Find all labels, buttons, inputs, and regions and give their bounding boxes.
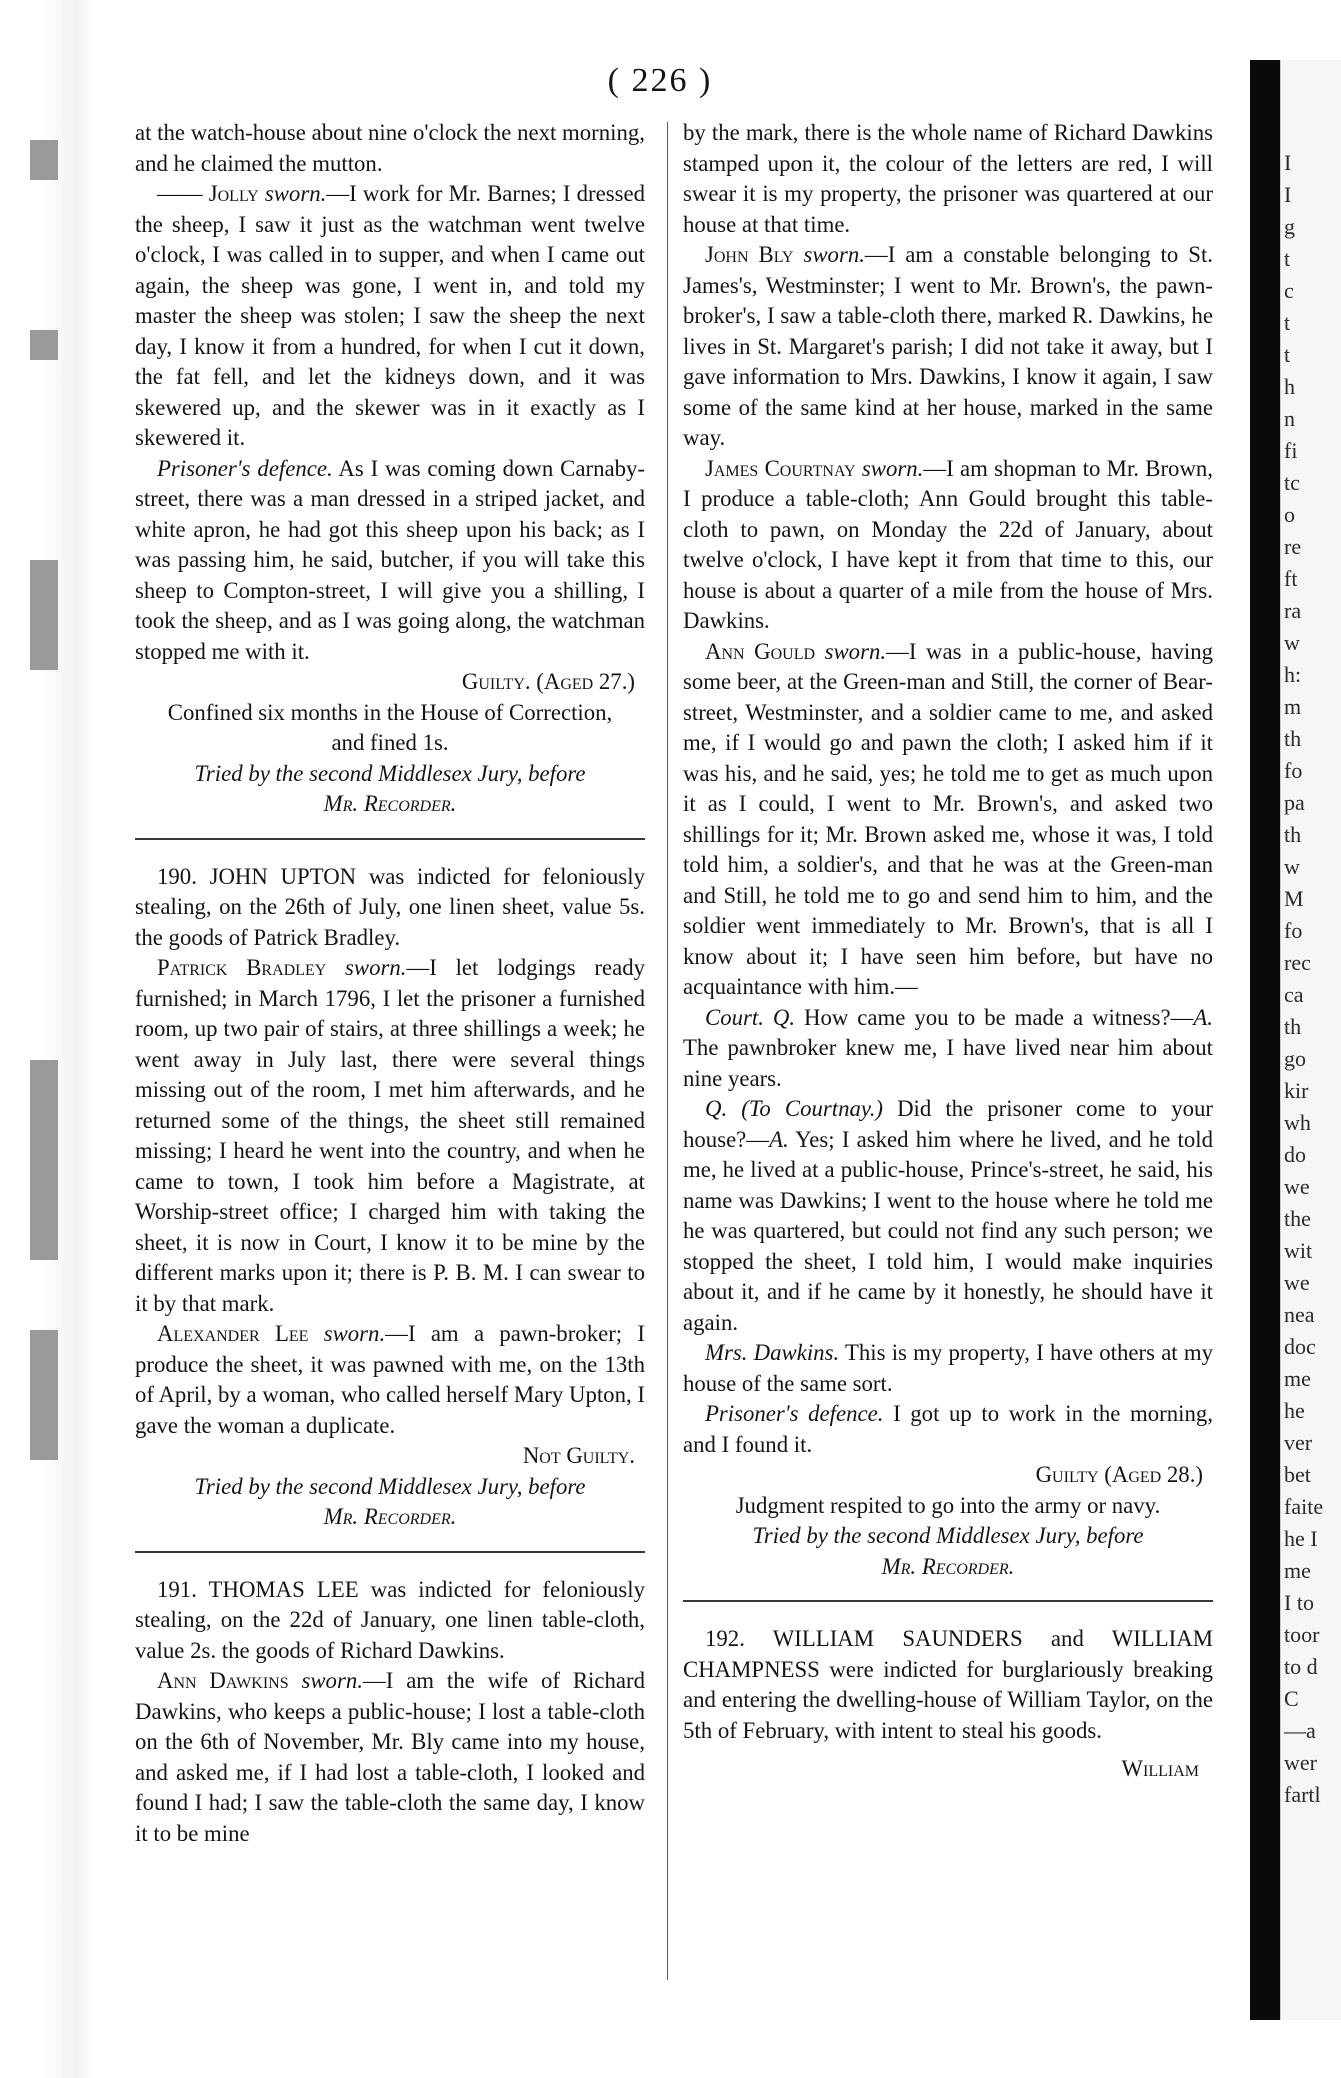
edge-fragment: fartl xyxy=(1284,1782,1321,1807)
left-column xyxy=(135,118,645,1849)
edge-fragment: we xyxy=(1284,1174,1310,1199)
defence-text: I got up to work in the morning, and I found it. xyxy=(683,1401,1213,1457)
court-question xyxy=(683,1094,1213,1338)
gutter-stain xyxy=(30,140,58,180)
judge: Mr. Recorder. xyxy=(881,1553,1015,1579)
tried-by: Tried by the second Middlesex Jury, before xyxy=(194,1473,586,1499)
question-text: How came you to be made a witness?— xyxy=(795,1004,1194,1030)
edge-fragment: wit xyxy=(1284,1238,1313,1263)
edge-fragment: doc xyxy=(1284,1334,1316,1359)
edge-fragment: fi xyxy=(1284,438,1298,463)
tried-by: Tried by the second Middlesex Jury, before xyxy=(752,1523,1144,1548)
sworn-label: sworn. xyxy=(301,1668,363,1693)
witness-name: Patrick Bradley xyxy=(157,955,327,980)
testimony-text: —I work for Mr. Barnes; I dressed the sheep, I saw it just as the watchman went twelve o'clock, I was called in to supper, and when I came out again, the sheep was gone, I went in, and told my master the sheep was stolen; I saw the sheep the next day, I know it from a hundred, for when I cut it down, the fat fell, and let the kidneys down, and it was skewered up, and the skewer was in it exactly as I skewered it. xyxy=(135,181,645,450)
column-divider xyxy=(667,122,668,1980)
testimony-text: —I am a pawn-broker; I produce the sheet, it was pawned with me, on the 13th of April, by a woman, who called herself Mary Upton, I gave the woman a duplicate. xyxy=(135,1321,645,1438)
testimony-lee xyxy=(135,1319,645,1441)
tried-by: Tried by the second Middlesex Jury, before xyxy=(194,760,586,786)
edge-fragment: the xyxy=(1284,1206,1311,1231)
edge-fragment: g xyxy=(1284,214,1295,239)
case-heading: 192. WILLIAM SAUNDERS and WILLIAM CHAMPNESS were indicted for burglariously breaking and entering the dwelling-house of William Taylor, on the 5th of February, with intent to steal his goods. xyxy=(683,1626,1213,1743)
catchword: William xyxy=(1121,1756,1199,1781)
edge-fragment: —a xyxy=(1284,1718,1316,1743)
binding-gutter xyxy=(0,0,95,2078)
edge-fragment: C xyxy=(1284,1686,1299,1711)
court-label: Court. xyxy=(705,1004,764,1030)
edge-fragment: th xyxy=(1284,726,1302,751)
answer-label: A. xyxy=(769,1126,789,1152)
edge-fragment: wer xyxy=(1284,1750,1317,1775)
speaker-label: Mrs. Dawkins. xyxy=(705,1340,840,1365)
edge-fragment: ra xyxy=(1284,598,1302,623)
testimony-text: —I was in a public-house, having some beer, at the Green-man and Still, the corner of Bear-street, Westminster, and a soldier came to me, and asked me, if I would go and pawn the cloth; I asked him if it was his, and he said, yes; he told me to get as much upon it as I could, I went to Mr. Brown's, and asked two shillings for it; Mr. Brown asked me, whose it was, I told told him, a soldier's, and that he was at the Green-man and Still, he told me to go and send him to him, and the soldier went immediately to Mr. Brown's, that is all I know about it; I have seen him before, but have no acquaintance with him.— xyxy=(683,638,1213,999)
edge-fragment: t xyxy=(1284,246,1291,271)
answer-text: The pawnbroker knew me, I have lived near him about nine years. xyxy=(683,1035,1213,1091)
edge-fragment: ft xyxy=(1284,566,1298,591)
edge-fragment: m xyxy=(1284,694,1302,719)
edge-fragment: wh xyxy=(1284,1110,1311,1135)
answer-text: Yes; I asked him where he lived, and he told me, he lived at a public-house, Prince's-street, he said, his name was Dawkins; I went to the house where he told me he was quartered, but could not find any such person; we stopped the sheet, I told him, I would make inquiries about it, and if he came by it honestly, he should have it again. xyxy=(683,1126,1213,1335)
testimony-bly xyxy=(683,240,1213,454)
paragraph: by the mark, there is the whole name of Richard Dawkins stamped upon it, the colour of the letters are red, I will swear it is my property, the prisoner was quartered at our house at that time. xyxy=(683,120,1213,237)
edge-fragment: I xyxy=(1284,182,1292,207)
prisoner-defence xyxy=(135,454,645,668)
edge-fragment: ver xyxy=(1284,1430,1313,1455)
verdict: Guilty. (Aged 27.) xyxy=(461,669,635,694)
edge-fragment: bet xyxy=(1284,1462,1311,1487)
page-edge-shadow xyxy=(1250,60,1280,2020)
edge-fragment: faite xyxy=(1284,1494,1324,1519)
addressee: (To Courtnay.) xyxy=(741,1096,884,1121)
sentence: and fined 1s. xyxy=(331,730,449,755)
testimony-text: —I am shopman to Mr. Brown, I produce a table-cloth; Ann Gould brought this table-cloth to pawn, on Monday the 22d of January, about twelve o'clock, I have kept it from that time to this, our house is about a quarter of a mile from the house of Mrs. Dawkins. xyxy=(683,455,1214,633)
sworn-label: sworn. xyxy=(345,955,407,980)
sworn-label: sworn. xyxy=(264,181,327,206)
case-heading: 190. JOHN UPTON was indicted for feloniously stealing, on the 26th of July, one linen sheet, value 5s. the goods of Patrick Bradley. xyxy=(135,863,645,950)
edge-fragment: tc xyxy=(1284,470,1300,495)
testimony-text: —I let lodgings ready furnished; in March 1796, I let the prisoner a furnished room, up two pair of stairs, at three shillings a week; he went away in July last, there were several things missing out of the room, I met him afterwards, and he returned some of the things, the sheet still remained missing; I heard he went into the country, and when he came to town, I took him before a Magistrate, at Worship-street office; I charged him with taking the sheet, it is now in Court, I know it to be mine by the different marks upon it; there is P. B. M. I can swear to it by that mark. xyxy=(135,955,645,1316)
paragraph: at the watch-house about nine o'clock the next morning, and he claimed the mutton. xyxy=(135,120,645,176)
sentence: Confined six months in the House of Correction, xyxy=(167,699,613,725)
edge-fragment: t xyxy=(1284,342,1291,367)
edge-fragment: o xyxy=(1284,502,1295,527)
witness-name: Ann Gould xyxy=(705,638,816,664)
edge-fragment: rec xyxy=(1284,950,1311,975)
testimony-gould xyxy=(683,637,1213,1003)
verdict: Guilty (Aged 28.) xyxy=(1035,1462,1203,1487)
judge: Mr. Recorder. xyxy=(323,1504,457,1529)
section-rule xyxy=(135,1551,645,1553)
witness-name: Alexander Lee xyxy=(157,1321,309,1346)
edge-fragment: me xyxy=(1284,1558,1311,1583)
sworn-label: sworn. xyxy=(803,242,865,267)
question-text: Did the prisoner come to your house?— xyxy=(683,1096,1213,1152)
edge-fragment: nea xyxy=(1284,1302,1315,1327)
edge-fragment: w xyxy=(1284,854,1300,879)
page-number: ( 226 ) xyxy=(607,62,713,99)
edge-fragment: fo xyxy=(1284,918,1303,943)
testimony-text: —I am a constable belonging to St. James's, Westminster; I went to Mr. Brown's, the pawn-broker's, I saw a table-cloth there, marked R. Dawkins, he lives in St. Margaret's parish; I did not take it away, but I gave information to Mrs. Dawkins, I know it again, I saw some of the same kind at her house, marked in the same way. xyxy=(683,242,1213,450)
testimony-jolly xyxy=(135,179,645,454)
court-question xyxy=(683,1003,1213,1095)
edge-fragment: do xyxy=(1284,1142,1306,1167)
prisoner-defence xyxy=(683,1399,1213,1460)
defence-text: As I was coming down Carnaby-street, there was a man dressed in a striped jacket, and white apron, he had got this sheep upon his back; as I was passing him, he said, butcher, if you will take this sheep to Compton-street, I will give you a shilling, I took the sheep, and as I was going along, the watchman stopped me with it. xyxy=(135,455,645,664)
statement-text: This is my property, I have others at my house of the same sort. xyxy=(683,1340,1213,1396)
edge-fragment: toor xyxy=(1284,1622,1320,1647)
edge-fragment: n xyxy=(1284,406,1295,431)
case-heading: 191. THOMAS LEE was indicted for feloniously stealing, on the 22d of January, one linen table-cloth, value 2s. the goods of Richard Dawkins. xyxy=(135,1576,645,1663)
edge-fragment: th xyxy=(1284,1014,1302,1039)
edge-fragment: re xyxy=(1284,534,1302,559)
sworn-label: sworn. xyxy=(323,1321,386,1346)
edge-fragment: M xyxy=(1284,886,1304,911)
sentence: Judgment respited to go into the army or navy. xyxy=(735,1492,1161,1518)
question-mark-label: Q. xyxy=(772,1004,796,1030)
defence-label: Prisoner's defence. xyxy=(157,455,333,481)
section-rule xyxy=(135,838,645,840)
edge-fragment: ca xyxy=(1284,982,1304,1007)
right-column xyxy=(683,118,1213,1785)
witness-name: Ann Dawkins xyxy=(157,1668,289,1693)
testimony-bradley xyxy=(135,953,645,1319)
edge-fragment: he xyxy=(1284,1398,1305,1423)
edge-fragment: th xyxy=(1284,822,1302,847)
edge-fragment: h xyxy=(1284,374,1295,399)
answer-label: A. xyxy=(1193,1004,1213,1030)
edge-fragment: I xyxy=(1284,150,1292,175)
sworn-label: sworn. xyxy=(824,638,887,664)
edge-fragment: go xyxy=(1284,1046,1306,1071)
sworn-label: sworn. xyxy=(861,455,924,481)
section-rule xyxy=(683,1600,1213,1602)
testimony-ann-dawkins xyxy=(135,1666,645,1849)
edge-fragment: c xyxy=(1284,278,1294,303)
edge-fragment: we xyxy=(1284,1270,1310,1295)
witness-name: John Bly xyxy=(705,242,794,267)
testimony-courtnay xyxy=(683,454,1213,637)
edge-fragment: kir xyxy=(1284,1078,1309,1103)
edge-fragment: pa xyxy=(1284,790,1305,815)
edge-fragment: me xyxy=(1284,1366,1311,1391)
judge: Mr. Recorder. xyxy=(323,791,457,816)
gutter-stain xyxy=(30,560,58,670)
question-mark-label: Q. xyxy=(705,1096,728,1121)
edge-fragment: to d xyxy=(1284,1654,1318,1679)
edge-fragment: t xyxy=(1284,310,1291,335)
gutter-stain xyxy=(30,330,58,360)
edge-fragment: h: xyxy=(1284,662,1302,687)
edge-fragment: fo xyxy=(1284,758,1303,783)
testimony-text: —I am the wife of Richard Dawkins, who keeps a public-house; I lost a table-cloth on the 6th of November, Mr. Bly came into my house, and asked me, if I had lost a table-cloth, I looked and found I had; I saw the table-cloth the same day, I know it to be mine xyxy=(135,1668,645,1846)
statement-mrs-dawkins xyxy=(683,1338,1213,1399)
gutter-stain xyxy=(30,1330,58,1460)
gutter-stain xyxy=(30,1060,58,1260)
witness-name: —— Jolly xyxy=(157,181,259,206)
edge-fragment: he I xyxy=(1284,1526,1318,1551)
defence-label: Prisoner's defence. xyxy=(705,1401,884,1426)
witness-name: James Courtnay xyxy=(705,455,856,481)
edge-fragment: w xyxy=(1284,630,1300,655)
edge-fragment: I to xyxy=(1284,1590,1314,1615)
verdict: Not Guilty. xyxy=(522,1443,635,1468)
